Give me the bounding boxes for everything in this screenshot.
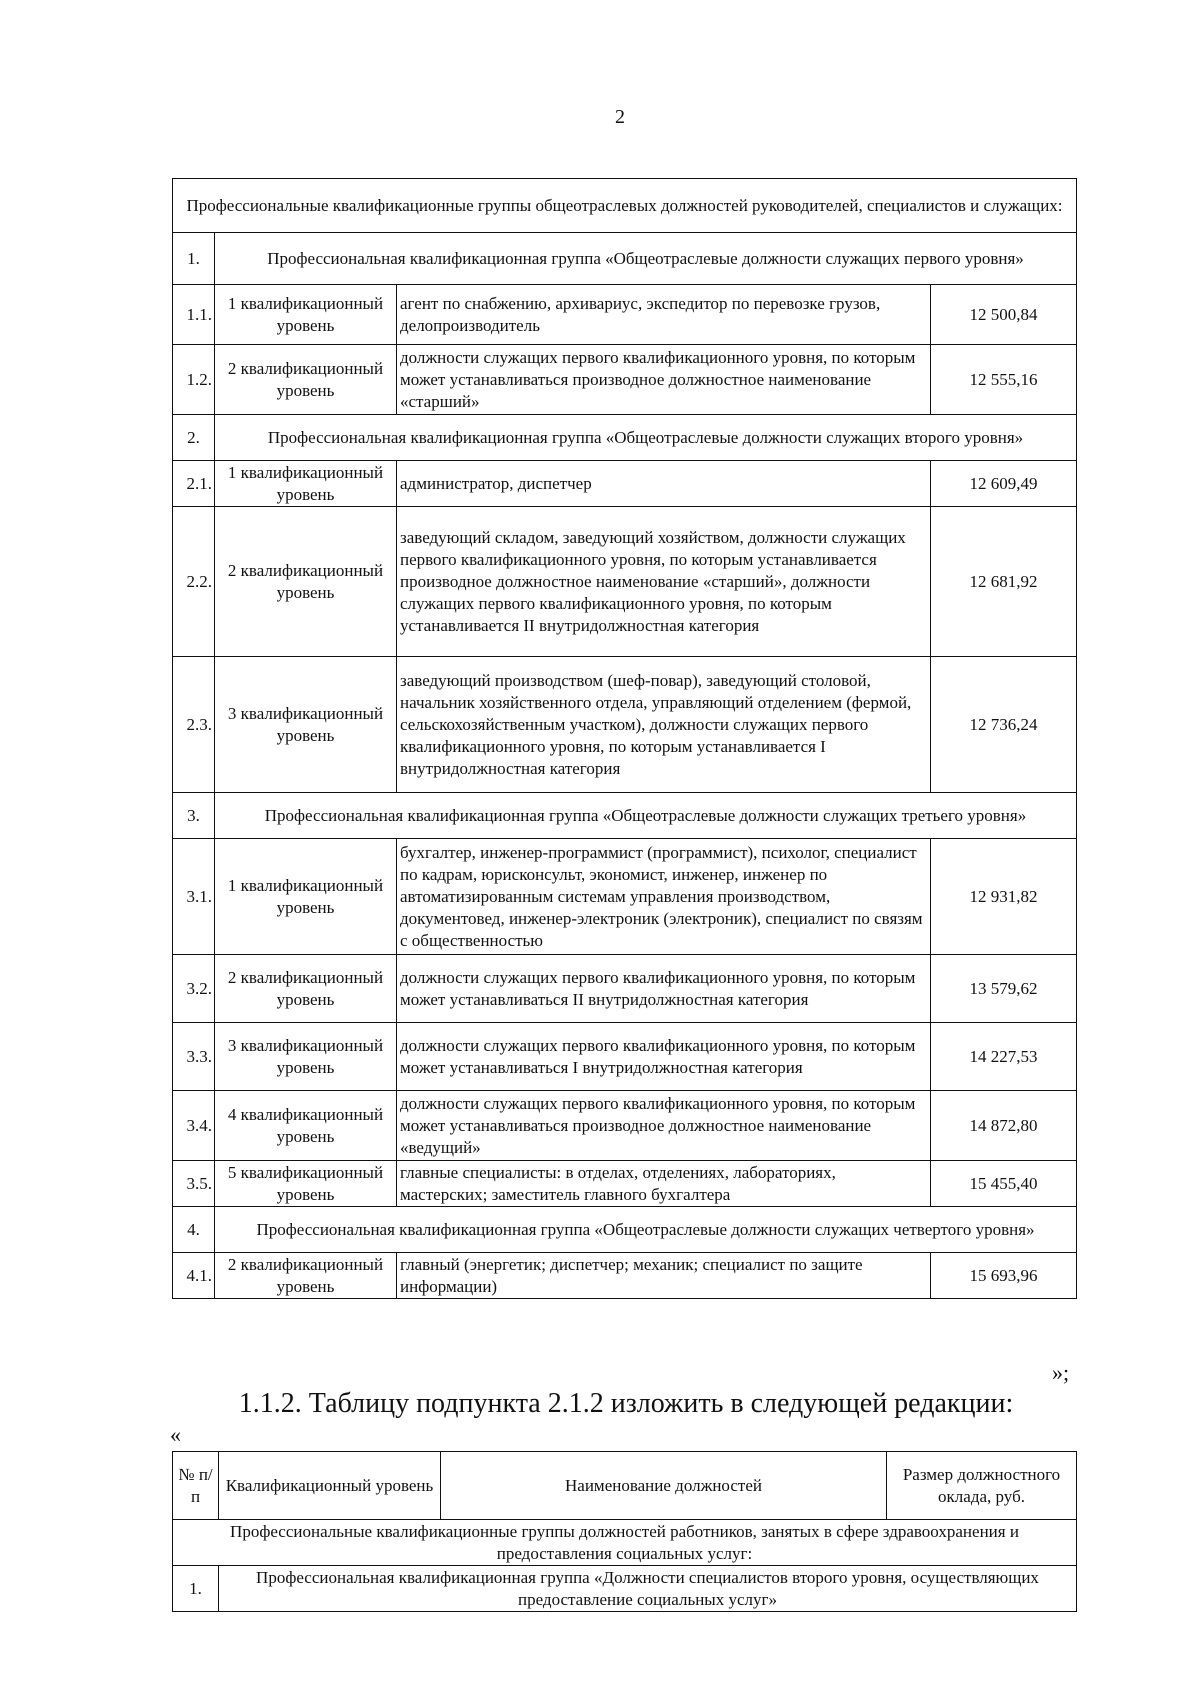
column-header-level: Квалификационный уровень [219,1452,441,1520]
row-number: 2.3. [173,657,215,793]
salary-value: 15 693,96 [931,1253,1077,1299]
table-row [173,345,1077,415]
group-title: Профессиональная квалификационная группа «Должности специалистов второго уровня, осуществляющих предоставление социальных услуг» [219,1566,1077,1612]
row-number: 2.2. [173,507,215,657]
qualification-level: 2 квалификационный уровень [215,507,397,657]
positions-text: должности служащих первого квалификационного уровня, по которым может устанавливаться производное должностное наименование «ведущий» [397,1091,931,1161]
table-row [173,1161,1077,1207]
qualification-level: 2 квалификационный уровень [215,1253,397,1299]
page-number: 2 [615,106,625,128]
positions-text: главные специалисты: в отделах, отделениях, лабораториях, мастерских; заместитель главного бухгалтера [397,1161,931,1207]
salary-value: 12 931,82 [931,839,1077,955]
group-number: 4. [173,1207,215,1253]
section-row: Профессиональные квалификационные группы должностей работников, занятых в сфере здравоохранения и предоставления социальных услуг: [173,1520,1077,1566]
group-row [173,793,1077,839]
positions-text: должности служащих первого квалификационного уровня, по которым может устанавливаться I внутридолжностная категория [397,1023,931,1091]
table-row [173,1253,1077,1299]
qualification-level: 2 квалификационный уровень [215,955,397,1023]
group-title: Профессиональная квалификационная группа «Общеотраслевые должности служащих второго уровня» [215,415,1077,461]
salary-value: 12 609,49 [931,461,1077,507]
qualification-level: 4 квалификационный уровень [215,1091,397,1161]
positions-text: агент по снабжению, архивариус, экспедитор по перевозке грузов, делопроизводитель [397,285,931,345]
positions-text: заведующий складом, заведующий хозяйством, должности служащих первого квалификационного уровня, по которым устанавливается производное должностное наименование «старший», должности служащих первого квалификационного уровня, по которым устанавливается II внутридолжностная категория [397,507,931,657]
table-row [173,657,1077,793]
qualification-level: 1 квалификационный уровень [215,461,397,507]
closing-quote-mark: »; [1052,1360,1070,1385]
salary-table-healthcare [172,1451,1077,1612]
group-row [173,1207,1077,1253]
group-number: 1. [173,233,215,285]
salary-table-general [172,178,1077,1299]
salary-value: 15 455,40 [931,1161,1077,1207]
positions-text: должности служащих первого квалификационного уровня, по которым может устанавливаться II внутридолжностная категория [397,955,931,1023]
row-number: 3.4. [173,1091,215,1161]
opening-quote-mark: « [170,1422,181,1447]
column-header-name: Наименование должностей [441,1452,887,1520]
table-row [173,1023,1077,1091]
group-row [173,415,1077,461]
group-number: 2. [173,415,215,461]
qualification-level: 1 квалификационный уровень [215,839,397,955]
table-header: Профессиональные квалификационные группы общеотраслевых должностей руководителей, специалистов и служащих: [173,179,1077,233]
section-heading: 1.1.2. Таблицу подпункта 2.1.2 изложить в следующей редакции: [238,1388,1014,1419]
table-row [173,839,1077,955]
qualification-level: 3 квалификационный уровень [215,1023,397,1091]
group-number: 3. [173,793,215,839]
row-number: 3.5. [173,1161,215,1207]
positions-text: главный (энергетик; диспетчер; механик; специалист по защите информации) [397,1253,931,1299]
salary-value: 12 500,84 [931,285,1077,345]
row-number: 3.2. [173,955,215,1023]
row-number: 3.3. [173,1023,215,1091]
column-header-salary: Размер должностного оклада, руб. [887,1452,1077,1520]
table-row [173,285,1077,345]
salary-value: 14 872,80 [931,1091,1077,1161]
group-title: Профессиональная квалификационная группа «Общеотраслевые должности служащих третьего уровня» [215,793,1077,839]
salary-value: 12 736,24 [931,657,1077,793]
qualification-level: 5 квалификационный уровень [215,1161,397,1207]
row-number: 2.1. [173,461,215,507]
table-row [173,507,1077,657]
qualification-level: 1 квалификационный уровень [215,285,397,345]
salary-value: 12 681,92 [931,507,1077,657]
row-number: 1.2. [173,345,215,415]
column-header-number: № п/п [173,1452,219,1520]
table-row [173,1091,1077,1161]
positions-text: администратор, диспетчер [397,461,931,507]
salary-value: 13 579,62 [931,955,1077,1023]
positions-text: бухгалтер, инженер-программист (программист), психолог, специалист по кадрам, юрисконсульт, экономист, инженер, инженер по автоматизированным системам управления производством, документовед, инженер-электроник (электроник), специалист по связям с общественностью [397,839,931,955]
group-number: 1. [173,1566,219,1612]
qualification-level: 2 квалификационный уровень [215,345,397,415]
row-number: 1.1. [173,285,215,345]
group-row [173,233,1077,285]
positions-text: должности служащих первого квалификационного уровня, по которым может устанавливаться производное должностное наименование «старший» [397,345,931,415]
positions-text: заведующий производством (шеф-повар), заведующий столовой, начальник хозяйственного отдела, управляющий отделением (фермой, сельскохозяйственным участком), должности служащих первого квалификационного уровня, по которым устанавливается I внутридолжностная категория [397,657,931,793]
group-title: Профессиональная квалификационная группа «Общеотраслевые должности служащих четвертого уровня» [215,1207,1077,1253]
salary-value: 14 227,53 [931,1023,1077,1091]
qualification-level: 3 квалификационный уровень [215,657,397,793]
table-row [173,461,1077,507]
row-number: 3.1. [173,839,215,955]
table-row [173,955,1077,1023]
salary-value: 12 555,16 [931,345,1077,415]
row-number: 4.1. [173,1253,215,1299]
group-title: Профессиональная квалификационная группа «Общеотраслевые должности служащих первого уровня» [215,233,1077,285]
